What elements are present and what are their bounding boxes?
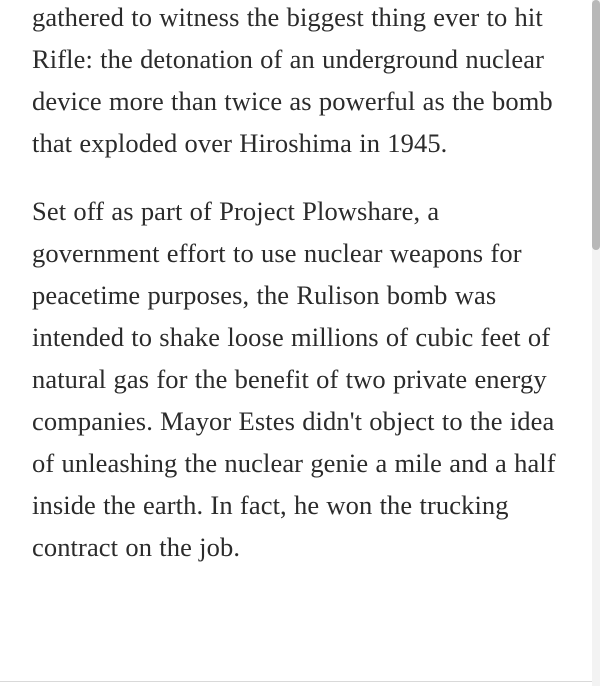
page-scrollbar-track[interactable] — [592, 0, 600, 686]
article-body — [32, 0, 572, 568]
article-paragraph: Set off as part of Project Plowshare, a government effort to use nuclear weapons for peacetime purposes, the Rulison bomb was intended to shake loose millions of cubic feet of natural gas for the benefit of two private energy companies. Mayor Estes didn't object to the idea of unleashing the nuclear genie a mile and a half inside the earth. In fact, he won the trucking contract on the job. — [32, 196, 556, 562]
page-scrollbar-thumb[interactable] — [592, 0, 600, 250]
article-paragraph: gathered to witness the biggest thing ever to hit Rifle: the detonation of an underground nuclear device more than twice as powerful as the bomb that exploded over Hiroshima in 1945. — [32, 2, 553, 158]
content-divider — [0, 681, 592, 682]
